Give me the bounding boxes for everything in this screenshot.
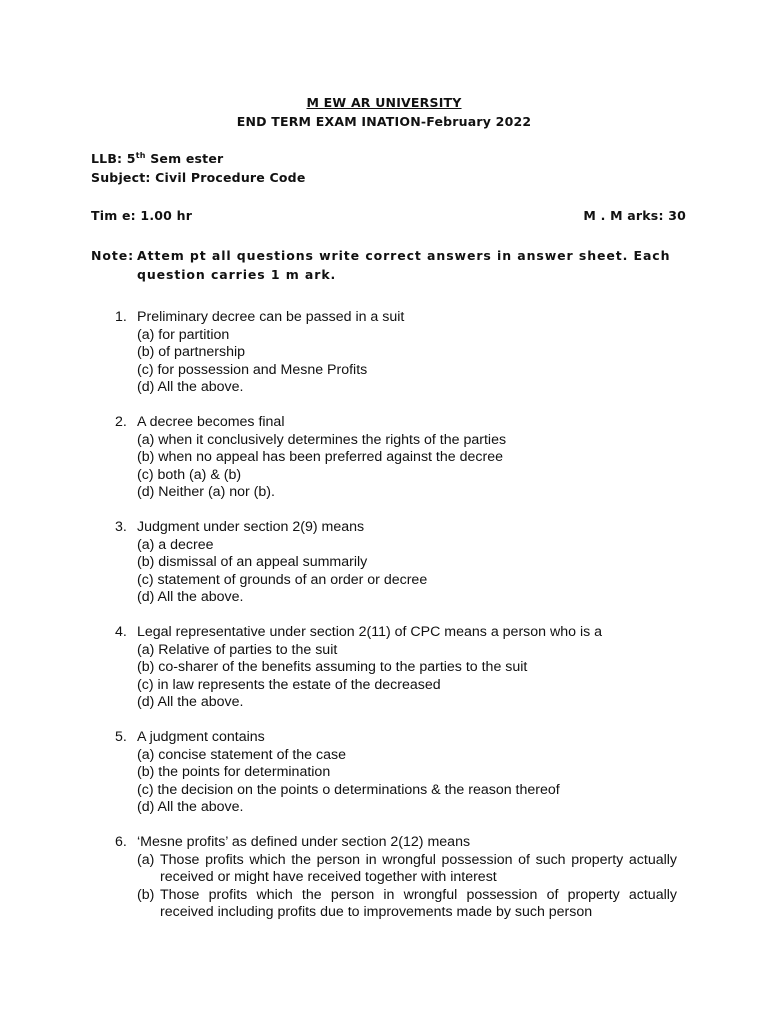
option-text: Those profits which the person in wrongful possession of property actually received including profits due to improvements made by such person [160,886,677,920]
question-text: Judgment under section 2(9) means [137,519,365,535]
option-c: (c) for possession and Mesne Profits [137,361,368,378]
university-name: M EW AR UNIVERSITY [306,95,462,110]
option-a: (a) a decree [137,536,214,553]
option-a: (a) Relative of parties to the suit [137,641,338,658]
option-b: (b) of partnership [137,344,246,360]
question-number: 5. [115,729,127,745]
option-d: (d) All the above. [137,799,244,815]
option-b: (b) the points for determination [137,764,331,780]
option-label: (b) [137,886,155,903]
program-superscript: th [135,151,146,160]
option-d: (d) All the above. [137,379,244,395]
option-b [137,887,677,922]
option-d: (d) All the above. [137,694,244,710]
option-text: Those profits which the person in wrongful possession of such property actually received or might have received together with interest [160,851,677,885]
program-suffix: Sem ester [145,151,224,167]
option-b: (b) dismissal of an appeal summarily [137,554,368,570]
question-text: A decree becomes final [137,414,285,430]
question-list [0,309,768,939]
option-a [137,852,677,887]
note-label: Note: [91,248,135,263]
option-label: (a) [137,851,155,868]
time-line: Tim e: 1.00 hr [91,208,193,223]
question-text: ‘Mesne profits’ as defined under section 2(12) means [137,834,471,850]
option-a: (a) concise statement of the case [137,746,346,763]
question-5 [0,729,768,817]
question-4 [0,624,768,712]
max-marks: M . M arks: 30 [583,208,686,223]
option-b: (b) co-sharer of the benefits assuming to the parties to the suit [137,659,528,675]
question-number: 3. [115,519,127,535]
question-number: 6. [115,834,127,850]
option-d: (d) Neither (a) nor (b). [137,484,275,500]
question-number: 2. [115,414,127,430]
question-text: Legal representative under section 2(11) of CPC means a person who is a [137,624,603,640]
option-d: (d) All the above. [137,589,244,605]
question-text: A judgment contains [137,729,265,745]
question-1 [0,309,768,397]
option-c: (c) the decision on the points o determinations & the reason thereof [137,781,560,798]
option-c: (c) in law represents the estate of the decreased [137,676,441,693]
question-2 [0,414,768,502]
question-text: Preliminary decree can be passed in a suit [137,309,405,325]
question-number: 1. [115,309,127,325]
program-prefix: LLB: 5 [91,151,136,167]
note-text: Attem pt all questions write correct answers in answer sheet. Each question carries 1 m ark. [137,248,671,282]
exam-title: END TERM EXAM INATION-February 2022 [236,114,532,129]
question-3 [0,519,768,607]
program-semester [91,151,223,166]
question-number: 4. [115,624,127,640]
option-b: (b) when no appeal has been preferred against the decree [137,449,503,465]
option-a: (a) when it conclusively determines the rights of the parties [137,431,507,448]
exam-note [91,246,681,284]
option-a: (a) for partition [137,326,230,343]
subject-line: Subject: Civil Procedure Code [91,170,306,185]
question-6 [0,834,768,922]
option-c: (c) statement of grounds of an order or decree [137,571,428,588]
option-c: (c) both (a) & (b) [137,466,242,483]
